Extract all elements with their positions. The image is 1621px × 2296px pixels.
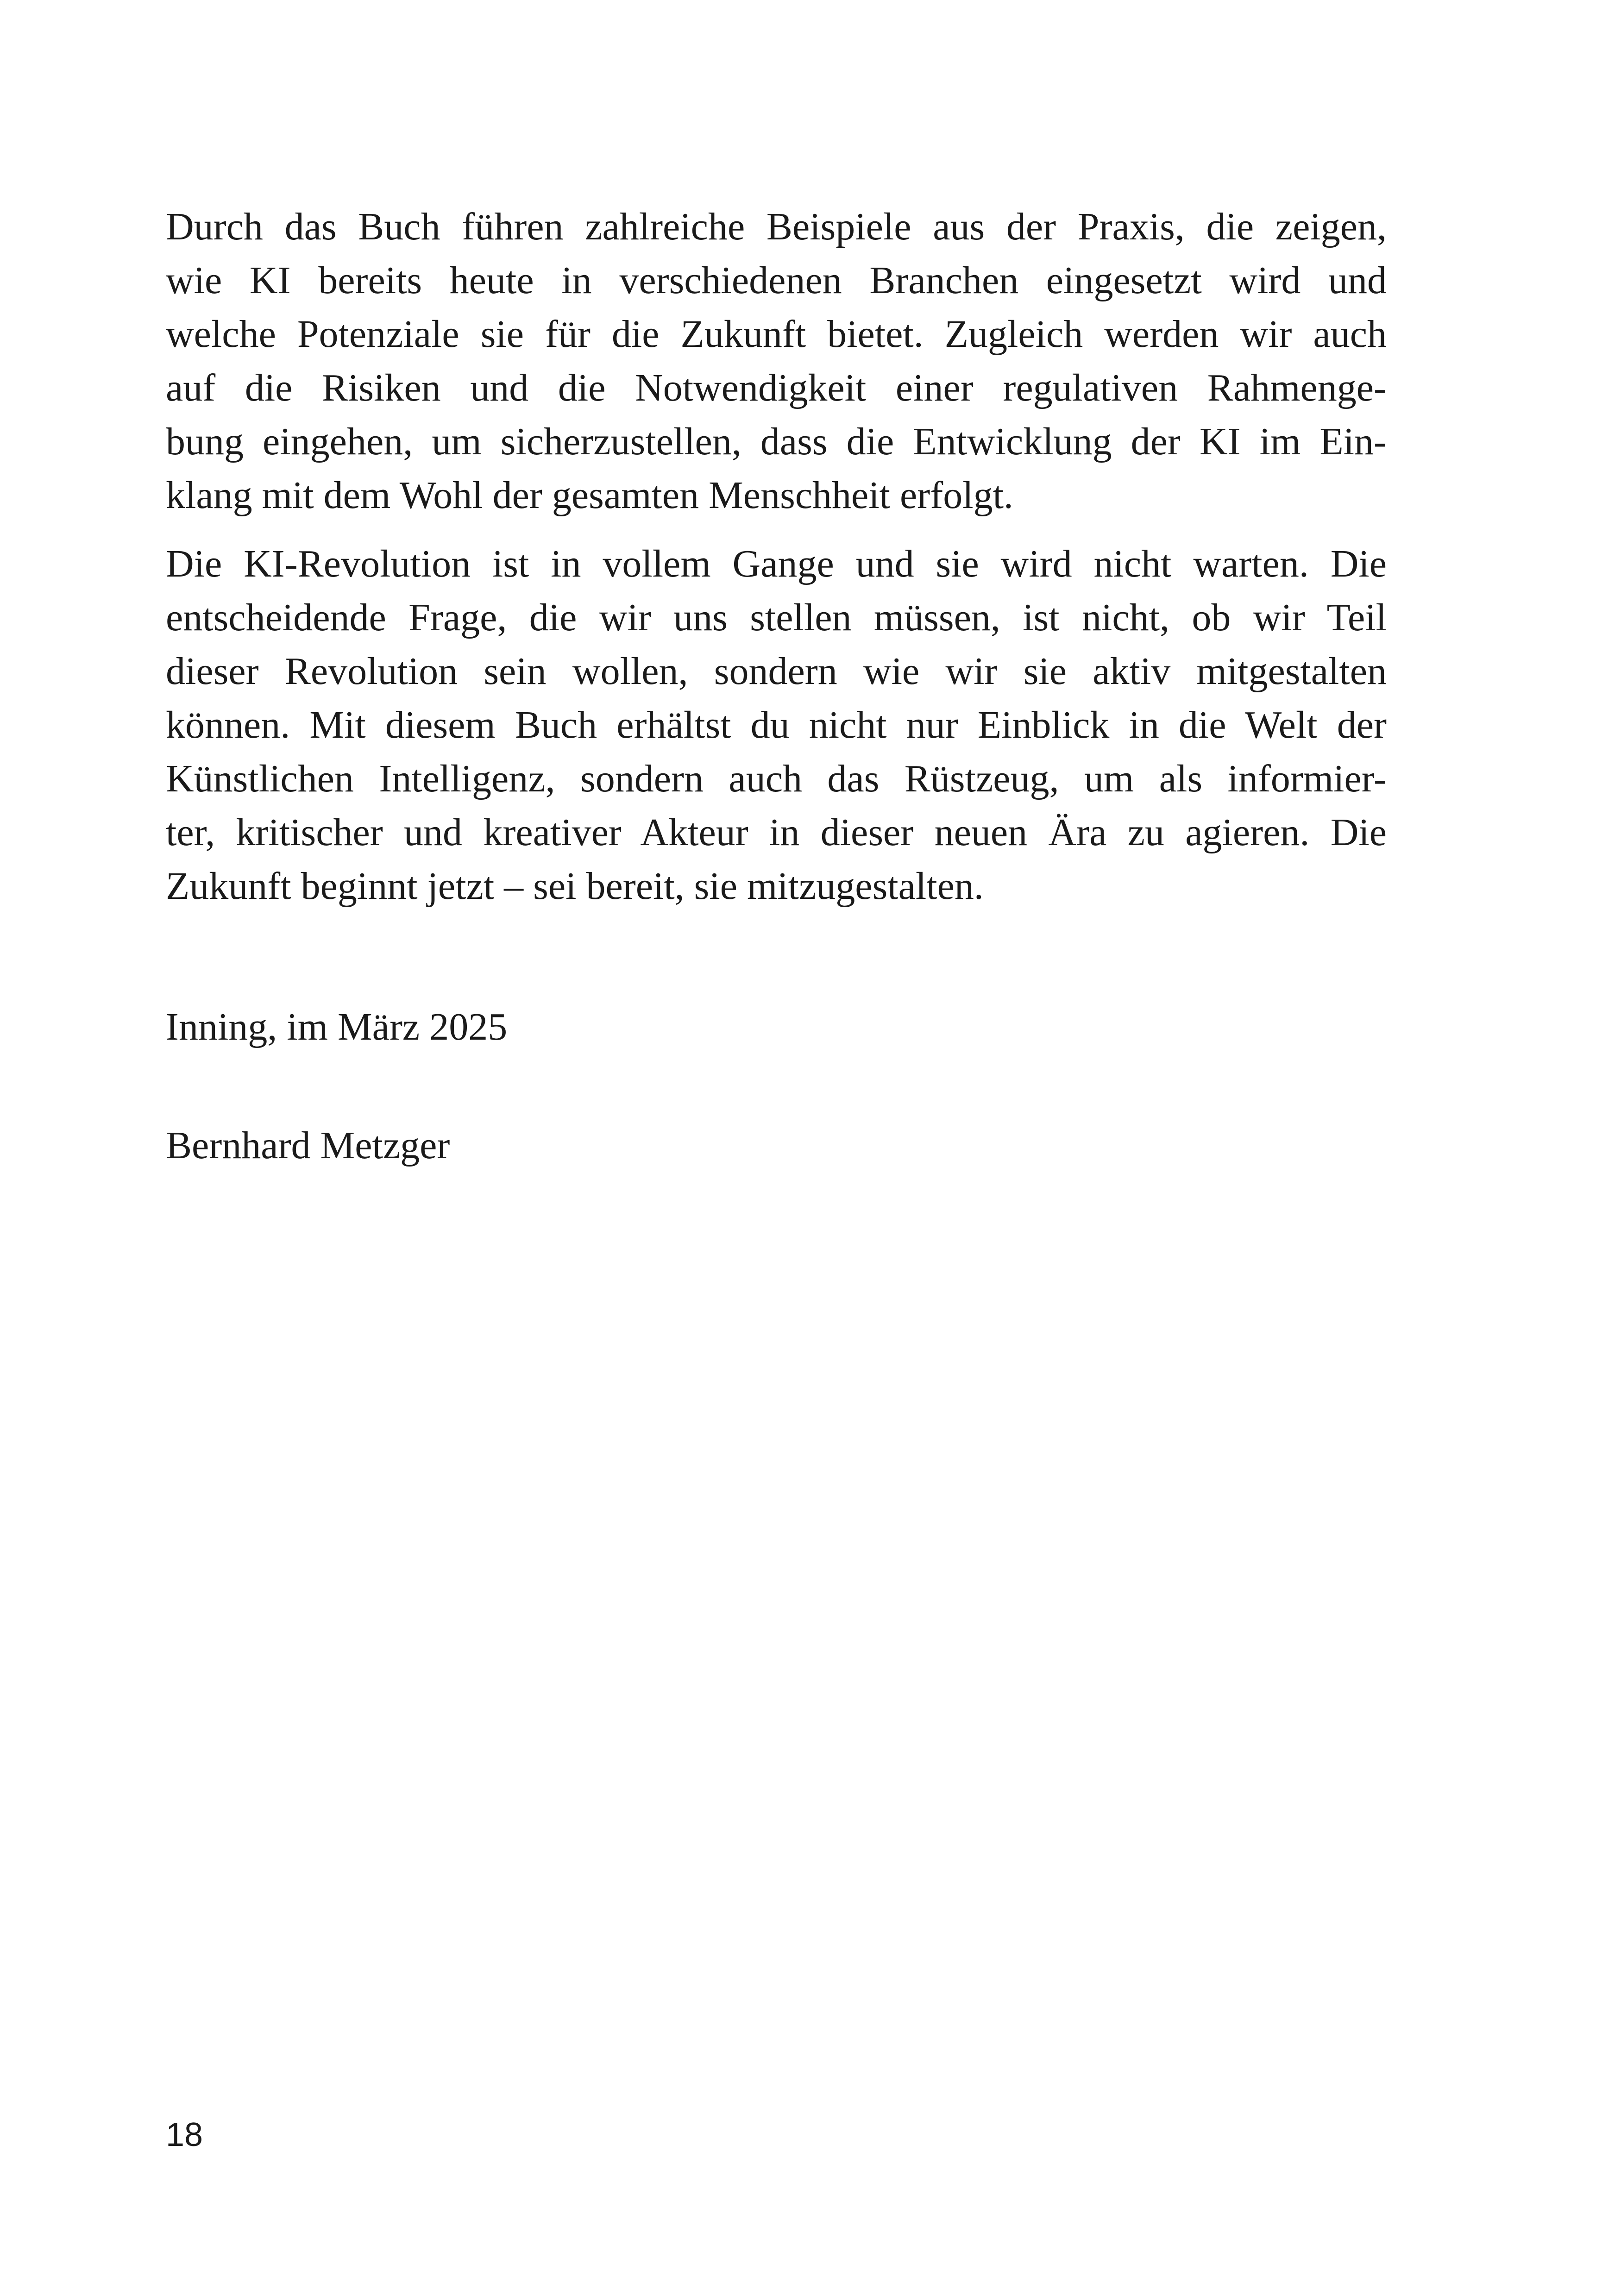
text-line: auf die Risiken und die Notwendigkeit einer regulativen Rahmenge- [166,366,1387,409]
text-line: klang mit dem Wohl der gesamten Menschheit erfolgt. [166,474,1013,517]
text-line: Zukunft beginnt jetzt – sei bereit, sie mitzugestalten. [166,865,984,908]
paragraph-examples [166,200,1387,522]
page-number: 18 [166,2116,203,2153]
text-line: entscheidende Frage, die wir uns stellen müssen, ist nicht, ob wir Teil [166,596,1387,639]
text-line: können. Mit diesem Buch erhältst du nicht nur Einblick in die Welt der [166,703,1387,747]
place-date: Inning, im März 2025 [166,1005,508,1048]
body-text [166,200,1387,928]
author-signature: Bernhard Metzger [166,1124,450,1167]
text-line: Durch das Buch führen zahlreiche Beispiele aus der Praxis, die zeigen, [166,205,1387,248]
paragraph-revolution [166,537,1387,913]
text-line: welche Potenziale sie für die Zukunft bietet. Zugleich werden wir auch [166,313,1387,356]
text-line: wie KI bereits heute in verschiedenen Branchen eingesetzt wird und [166,259,1387,302]
text-line: bung eingehen, um sicherzustellen, dass die Entwicklung der KI im Ein- [166,420,1387,463]
text-line: Die KI-Revolution ist in vollem Gange und sie wird nicht warten. Die [166,542,1387,585]
text-line: ter, kritischer und kreativer Akteur in dieser neuen Ära zu agieren. Die [166,811,1387,854]
text-line: dieser Revolution sein wollen, sondern wie wir sie aktiv mitgestalten [166,650,1387,693]
text-line: Künstlichen Intelligenz, sondern auch das Rüstzeug, um als informier- [166,757,1387,800]
